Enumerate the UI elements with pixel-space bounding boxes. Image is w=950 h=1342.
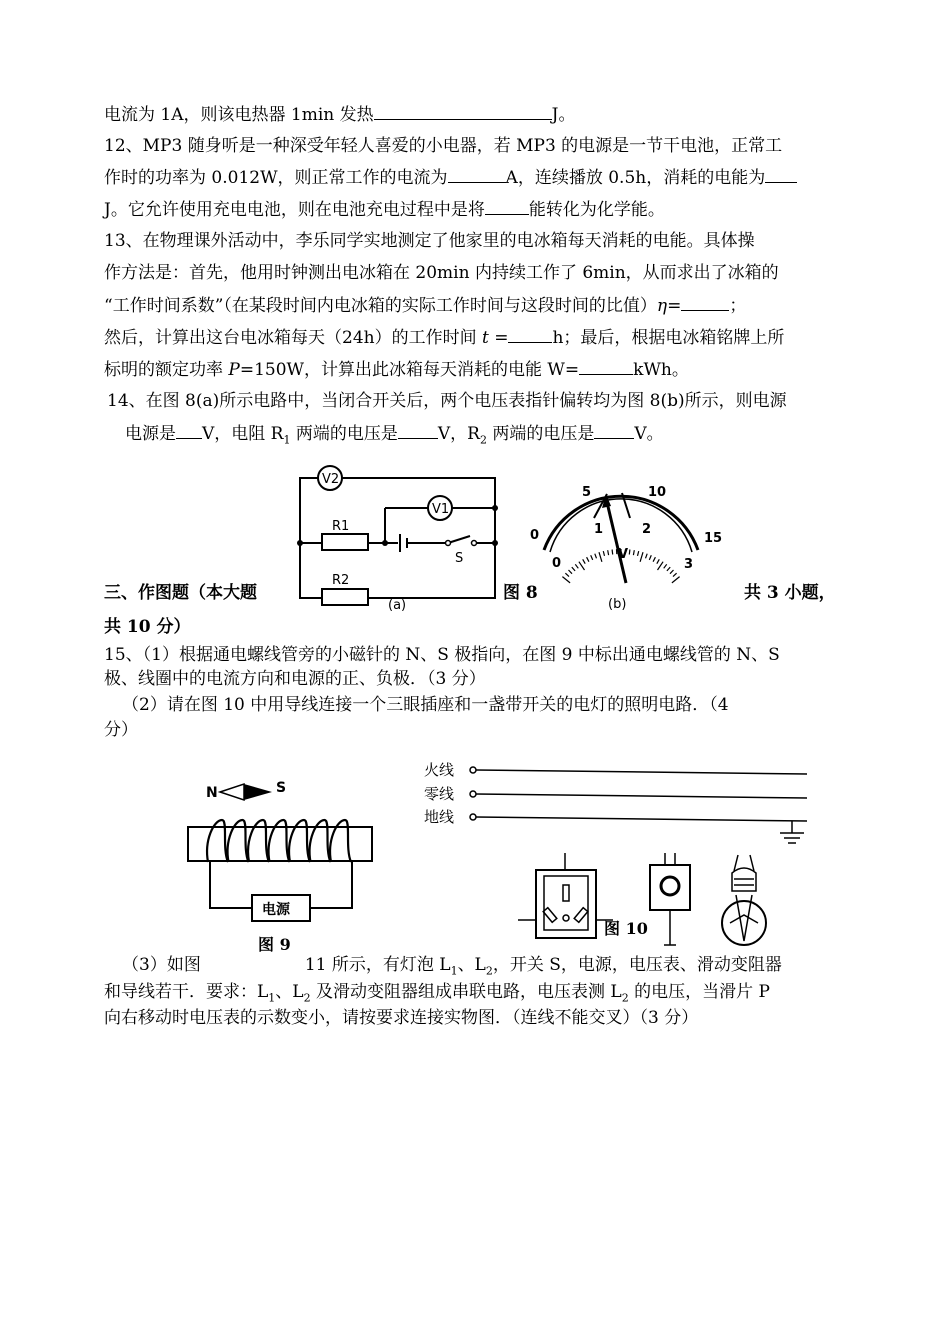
- junction-dot: [297, 540, 303, 546]
- dial-tick: [562, 577, 570, 583]
- junction-dot: [382, 540, 388, 546]
- r2-label: R2: [332, 573, 350, 588]
- dial-tick: [572, 567, 575, 571]
- answer-blank: [398, 422, 438, 439]
- live-wire-label: 火线: [424, 761, 455, 779]
- earth-terminal: [470, 814, 476, 820]
- earth-wire: [476, 817, 807, 821]
- live-wire: [476, 770, 807, 774]
- dial-tick: [583, 559, 586, 563]
- compass-needle-black: [244, 784, 272, 800]
- q11-tail: 电流为 1A，则该电热器 1min 发热 J。: [104, 105, 576, 125]
- answer-blank: [374, 103, 552, 120]
- q15-line4: 分）: [104, 720, 138, 740]
- q13-line4: 然后，计算出这台电冰箱每天（24h）的工作时间 t = h；最后，根据电冰箱铭牌上所: [104, 328, 785, 348]
- neutral-wire-label: 零线: [424, 785, 455, 803]
- dial-tick: [595, 554, 597, 559]
- scale-top-15: 15: [704, 531, 723, 546]
- figure-8b-voltmeter-dial: [522, 478, 722, 613]
- fig8b-label: (b): [608, 597, 627, 612]
- live-terminal: [470, 767, 476, 773]
- q13-line2: 作方法是：首先，他用时钟测出电冰箱在 20min 内持续工作了 6min，从而求出了冰箱的: [104, 263, 779, 283]
- q15-part3-line2: 和导线若干．要求：$L_1$、$L_2$ 及滑动变阻器组成串联电路，电压表测 $L_2$ 的电压，当滑片 P: [104, 982, 770, 1005]
- answer-blank: [594, 422, 634, 439]
- figure-8a-circuit: [290, 458, 505, 613]
- answer-blank: [681, 294, 729, 311]
- junction-dot: [492, 540, 498, 546]
- dial-tick: [664, 564, 667, 568]
- fig8a-label: (a): [388, 598, 407, 613]
- dial-tick: [653, 557, 655, 562]
- q15-part3-line1: （3）如图 11 所示，有灯泡 $L_1$、$L_2$，开关 S，电源，电压表、滑动变阻器: [122, 955, 782, 978]
- scale-bottom-3: 3: [684, 557, 694, 572]
- dial-tick: [658, 562, 664, 570]
- scale-bottom-2: 2: [642, 522, 652, 537]
- q14-line1: 14、在图 8(a)所示电路中，当闭合开关后，两个电压表指针偏转均为图 8(b)所示，则电源: [107, 391, 787, 411]
- fig8-caption: 图 8: [503, 583, 538, 603]
- dial-tick: [612, 550, 613, 555]
- dial-tick: [608, 550, 609, 555]
- fig9-caption: 图 9: [258, 935, 291, 954]
- dial-tick: [565, 573, 569, 576]
- answer-blank: [765, 166, 797, 183]
- answer-blank: [176, 422, 202, 439]
- wall-switch: [650, 865, 690, 910]
- dial-tick: [672, 577, 680, 583]
- dial-tick: [599, 552, 602, 562]
- neutral-terminal: [470, 791, 476, 797]
- q14-line2: 电源是 V，电阻 $R_1$ 两端的电压是 V，$R_2$ 两端的电压是 V。: [125, 424, 664, 447]
- scale-bottom-1: 1: [594, 522, 604, 537]
- dial-tick: [649, 555, 651, 560]
- answer-blank: [448, 166, 506, 183]
- dial-tick: [575, 564, 578, 568]
- section3-heading-part3: 共 10 分）: [104, 617, 191, 637]
- north-label: N: [206, 785, 218, 801]
- junction-dot: [492, 505, 498, 511]
- r1-label: R1: [332, 519, 350, 534]
- q13-line3: “工作时间系数”（在某段时间内电冰箱的实际工作时间与这段时间的比值）η= ；: [104, 296, 747, 316]
- dial-tick: [587, 557, 589, 562]
- dial-tick: [667, 567, 670, 571]
- q15-line2: 极、线圈中的电流方向和电源的正、负极．（3 分）: [104, 669, 486, 689]
- dial-tick: [646, 554, 648, 559]
- unit-label: V: [618, 547, 629, 562]
- dial-tick: [657, 559, 660, 563]
- dial-tick: [591, 555, 593, 560]
- dial-tick: [638, 551, 639, 556]
- neutral-wire: [476, 794, 807, 798]
- v2-label: V2: [322, 472, 340, 487]
- answer-blank: [485, 198, 529, 215]
- power-source-label: 电源: [262, 902, 290, 918]
- compass-needle-white: [220, 784, 244, 800]
- switch-contact: [472, 541, 477, 546]
- q15-line3: （2）请在图 10 中用导线连接一个三眼插座和一盏带开关的电灯的照明电路．（4: [122, 695, 729, 715]
- switch-label: S: [455, 551, 464, 566]
- fig10-caption: 图 10: [604, 919, 648, 938]
- south-label: S: [276, 780, 287, 796]
- v1-label: V1: [432, 502, 450, 517]
- scale-top-10: 10: [648, 485, 667, 500]
- scale-top-0: 0: [530, 528, 540, 543]
- figure-9-solenoid: [180, 770, 380, 950]
- dial-tick: [670, 570, 674, 574]
- three-pin-socket: [536, 870, 596, 938]
- scale-bottom-0: 0: [552, 556, 562, 571]
- section3-heading-part1: 三、作图题（本大题: [104, 583, 257, 603]
- dial-tick: [640, 552, 643, 562]
- coil-lead-right: [310, 860, 352, 908]
- q15-part3-line3: 向右移动时电压表的示数变小，请按要求连接实物图．（连线不能交叉）（3 分）: [104, 1008, 699, 1028]
- coil-lead-left: [210, 860, 252, 908]
- q13-line5: 标明的额定功率 P=150W，计算出此冰箱每天消耗的电能 W= kWh。: [104, 360, 689, 380]
- switch-contact: [446, 541, 451, 546]
- scale-top-5: 5: [582, 485, 592, 500]
- dial-inner-arc: [550, 499, 692, 552]
- earth-wire-label: 地线: [424, 808, 455, 826]
- q12-line3: J。它允许使用充电电池，则在电池充电过程中是将 能转化为化学能。: [104, 200, 665, 220]
- q12-line1: 12、MP3 随身听是一种深受年轻人喜爱的小电器，若 MP3 的电源是一节干电池，正常工: [104, 136, 783, 156]
- dial-tick: [633, 550, 634, 555]
- dial-pointer: [606, 498, 629, 583]
- r2-resistor: [322, 589, 368, 605]
- dial-tick: [579, 562, 585, 570]
- q15-line1: 15、（1）根据通电螺线管旁的小磁针的 N、S 极指向，在图 9 中标出通电螺线管的 N、S: [104, 645, 780, 665]
- dial-tick: [603, 551, 604, 556]
- dial-tick: [629, 550, 630, 555]
- r1-resistor: [322, 534, 368, 550]
- answer-blank: [508, 326, 552, 343]
- solenoid-core: [188, 827, 372, 861]
- q13-line1: 13、在物理课外活动中，李乐同学实地测定了他家里的电冰箱每天消耗的电能。具体操: [104, 231, 755, 251]
- answer-blank: [579, 358, 633, 375]
- dial-tick: [673, 573, 677, 576]
- q12-line2: 作时的功率为 0.012W，则正常工作的电流为 A，连续播放 0.5h，消耗的电能为: [104, 166, 797, 189]
- dial-tick: [569, 570, 573, 574]
- section3-heading-part2: 共 3 小题，: [744, 583, 836, 603]
